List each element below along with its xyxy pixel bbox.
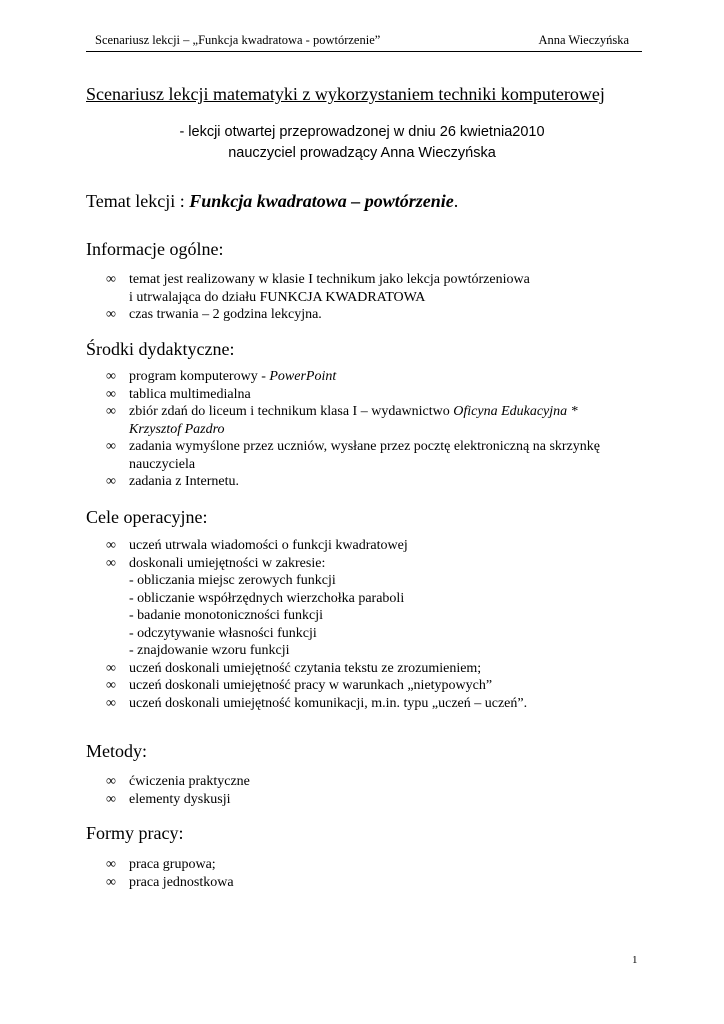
header-author: Anna Wieczyńska bbox=[538, 33, 629, 47]
header-divider bbox=[86, 51, 642, 52]
sublist-item: - odczytywanie własności funkcji bbox=[129, 625, 317, 641]
list-item: ∞ zbiór zdań do liceum i technikum klasa I – wydawnictwo Oficyna Edukacyjna * Krzysztof Pazdro bbox=[106, 404, 578, 437]
goals-list bbox=[106, 537, 527, 712]
list-item: ∞ uczeń doskonali umiejętność czytania tekstu ze zrozumieniem; bbox=[106, 660, 482, 676]
infinity-bullet-icon: ∞ bbox=[106, 439, 116, 454]
means-list bbox=[106, 368, 600, 491]
infinity-bullet-icon: ∞ bbox=[106, 538, 116, 553]
infinity-bullet-icon: ∞ bbox=[106, 307, 116, 322]
infinity-bullet-icon: ∞ bbox=[106, 555, 116, 571]
list-item: ∞ uczeń utrwala wiadomości o funkcji kwadratowej bbox=[106, 538, 408, 553]
list-item: ∞ elementy dyskusji bbox=[106, 791, 231, 807]
list-item: ∞ ćwiczenia praktyczne bbox=[106, 774, 250, 789]
subtitle-line-1: - lekcji otwartej przeprowadzonej w dniu 26 kwietnia2010 bbox=[179, 124, 545, 140]
topic-period: . bbox=[453, 191, 459, 211]
section-heading-info: Informacje ogólne: bbox=[86, 239, 224, 259]
list-item: ∞ praca jednostkowa bbox=[106, 874, 234, 890]
topic-value: Funkcja kwadratowa – powtórzenie bbox=[189, 191, 454, 211]
list-item: ∞ zadania wymyślone przez uczniów, wysłane przez pocztę elektroniczną na skrzynkę nauczyciela bbox=[106, 439, 600, 472]
section-heading-means: Środki dydaktyczne: bbox=[86, 339, 235, 359]
infinity-bullet-icon: ∞ bbox=[106, 678, 116, 693]
section-heading-forms: Formy pracy: bbox=[86, 823, 184, 843]
infinity-bullet-icon: ∞ bbox=[106, 386, 116, 402]
list-item: ∞ temat jest realizowany w klasie I technikum jako lekcja powtórzeniowa i utrwalająca do działu FUNKCJA KWADRATOWA bbox=[106, 272, 530, 305]
infinity-bullet-icon: ∞ bbox=[106, 272, 116, 287]
methods-list bbox=[106, 773, 250, 808]
skills-sublist bbox=[129, 572, 527, 660]
infinity-bullet-icon: ∞ bbox=[106, 791, 116, 807]
sublist-item: - badanie monotoniczności funkcji bbox=[129, 608, 323, 623]
list-item: ∞ doskonali umiejętności w zakresie: - obliczania miejsc zerowych funkcji - obliczanie współrzędnych wierzchołka paraboli - badanie monotoniczności funkcji - odczytywanie własności funkcji - znajdowanie wzoru funkcji bbox=[106, 555, 527, 660]
list-item: ∞ czas trwania – 2 godzina lekcyjna. bbox=[106, 307, 322, 322]
infinity-bullet-icon: ∞ bbox=[106, 369, 116, 384]
infinity-bullet-icon: ∞ bbox=[106, 695, 116, 711]
list-item: ∞ uczeń doskonali umiejętność komunikacji, m.in. typu „uczeń – uczeń”. bbox=[106, 695, 528, 711]
list-item: ∞ program komputerowy - PowerPoint bbox=[106, 369, 337, 384]
sublist-item: - obliczanie współrzędnych wierzchołka paraboli bbox=[129, 590, 405, 606]
infinity-bullet-icon: ∞ bbox=[106, 857, 116, 872]
list-item: ∞ praca grupowa; bbox=[106, 857, 216, 872]
document-title: Scenariusz lekcji matematyki z wykorzystaniem techniki komputerowej bbox=[86, 84, 605, 104]
list-item: ∞ tablica multimedialna bbox=[106, 386, 251, 402]
sublist-item: - obliczania miejsc zerowych funkcji bbox=[129, 573, 336, 588]
infinity-bullet-icon: ∞ bbox=[106, 474, 116, 489]
infinity-bullet-icon: ∞ bbox=[106, 660, 116, 676]
infinity-bullet-icon: ∞ bbox=[106, 874, 116, 890]
list-item: ∞ uczeń doskonali umiejętność pracy w warunkach „nietypowych” bbox=[106, 678, 493, 693]
section-heading-methods: Metody: bbox=[86, 741, 147, 761]
topic-label: Temat lekcji : bbox=[86, 191, 190, 211]
section-heading-goals: Cele operacyjne: bbox=[86, 507, 208, 527]
list-item: ∞ zadania z Internetu. bbox=[106, 474, 239, 489]
infinity-bullet-icon: ∞ bbox=[106, 404, 116, 419]
info-list bbox=[106, 271, 530, 324]
infinity-bullet-icon: ∞ bbox=[106, 774, 116, 789]
lesson-topic bbox=[86, 191, 458, 212]
page-number: 1 bbox=[632, 954, 638, 966]
header-left-text: Scenariusz lekcji – „Funkcja kwadratowa - powtórzenie” bbox=[95, 33, 381, 47]
subtitle-line-2: nauczyciel prowadzący Anna Wieczyńska bbox=[228, 145, 496, 161]
forms-list bbox=[106, 856, 234, 891]
sublist-item: - znajdowanie wzoru funkcji bbox=[129, 643, 290, 658]
